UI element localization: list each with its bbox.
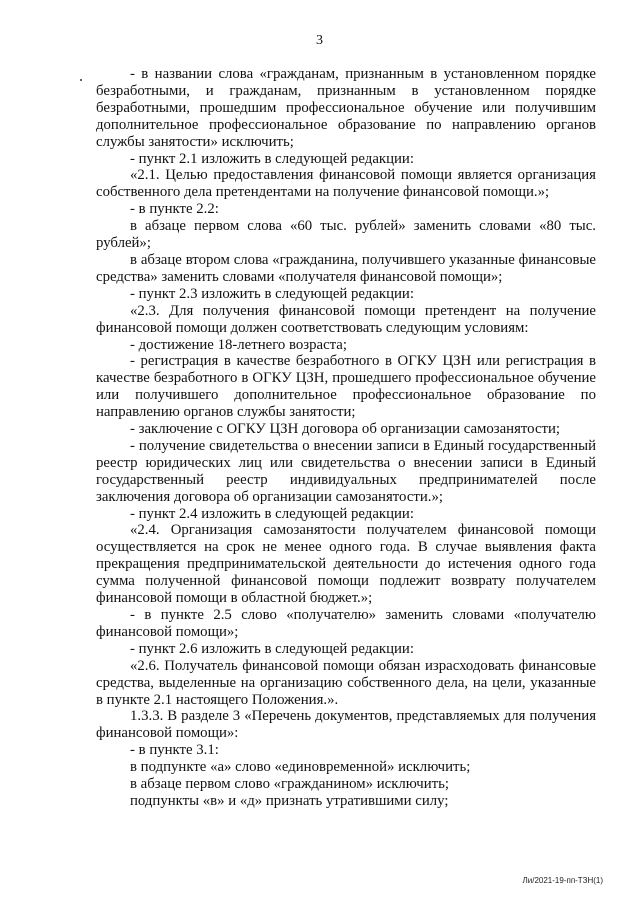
document-code: Ли/2021-19-пп-ТЗН(1) (522, 876, 603, 885)
paragraph: - в пункте 3.1: (130, 742, 219, 759)
paragraph: - регистрация в качестве безработного в ОГКУ ЦЗН или регистрация в качестве безработного в ОГКУ ЦЗН, прошедшего профессиональное обучение или получившего дополнительное профессиональное образование по направлению органов службы занятости; (96, 353, 596, 421)
paragraph: - пункт 2.3 изложить в следующей редакции: (130, 285, 414, 302)
paragraph: «2.6. Получатель финансовой помощи обязан израсходовать финансовые средства, выделенные на организацию собственного дела, на цели, указанные в пункте 2.1 настоящего Положения.». (96, 657, 596, 708)
paragraph: «2.1. Целью предоставления финансовой помощи является организация собственного дела претендентами на получение финансовой помощи.»; (96, 167, 596, 201)
paragraph: - в названии слова «гражданам, признанным в установленном порядке безработными, и гражданам, признанным в установленном порядке безработными, прошедшим профессиональное обучение или получившим дополнительное профессиональное образование по направлению органов службы занятости» исключить; (96, 66, 596, 150)
paragraph: - достижение 18-летнего возраста; (130, 336, 347, 353)
paragraph: 1.3.3. В разделе 3 «Перечень документов, представляемых для получения финансовой помощи»: (96, 708, 596, 742)
page-number: 3 (316, 33, 323, 48)
paragraph: подпункты «в» и «д» признать утратившими силу; (130, 792, 449, 809)
paragraph: - в пункте 2.5 слово «получателю» заменить словами «получателю финансовой помощи»; (96, 607, 596, 640)
document-body (96, 66, 596, 810)
paragraph: - в пункте 2.2: (130, 201, 219, 218)
paragraph: - пункт 2.6 изложить в следующей редакции: (130, 640, 414, 657)
paragraph: в абзаце первом слово «гражданином» исключить; (130, 776, 449, 793)
paragraph: - пункт 2.4 изложить в следующей редакции: (130, 505, 414, 522)
paragraph: - заключение с ОГКУ ЦЗН договора об организации самозанятости; (130, 421, 561, 438)
paragraph: - получение свидетельства о внесении записи в Единый государственный реестр юридических лиц или свидетельства о внесении записи в Единый государственный реестр индивидуальных предпринимателей после заключения договора об организации самозанятости.»; (96, 437, 596, 505)
paragraph: «2.4. Организация самозанятости получателем финансовой помощи осуществляется на срок не менее одного года. В случае выявления факта прекращения предпринимательской деятельности до истечения одного года сумма полученной финансовой помощи подлежит возврату получателем финансовой помощи в областной бюджет.»; (96, 522, 596, 607)
paragraph: в абзаце первом слова «60 тыс. рублей» заменить словами «80 тыс. рублей»; (96, 218, 596, 252)
paragraph: в абзаце втором слова «гражданина, получившего указанные финансовые средства» заменить словами «получателя финансовой помощи»; (96, 251, 596, 285)
paragraph: - пункт 2.1 изложить в следующей редакции: (130, 150, 414, 167)
paragraph: «2.3. Для получения финансовой помощи претендент на получение финансовой помощи должен соответствовать следующим условиям: (96, 302, 596, 336)
paragraph: в подпункте «а» слово «единовременной» исключить; (130, 759, 471, 776)
scan-speck (80, 79, 82, 81)
